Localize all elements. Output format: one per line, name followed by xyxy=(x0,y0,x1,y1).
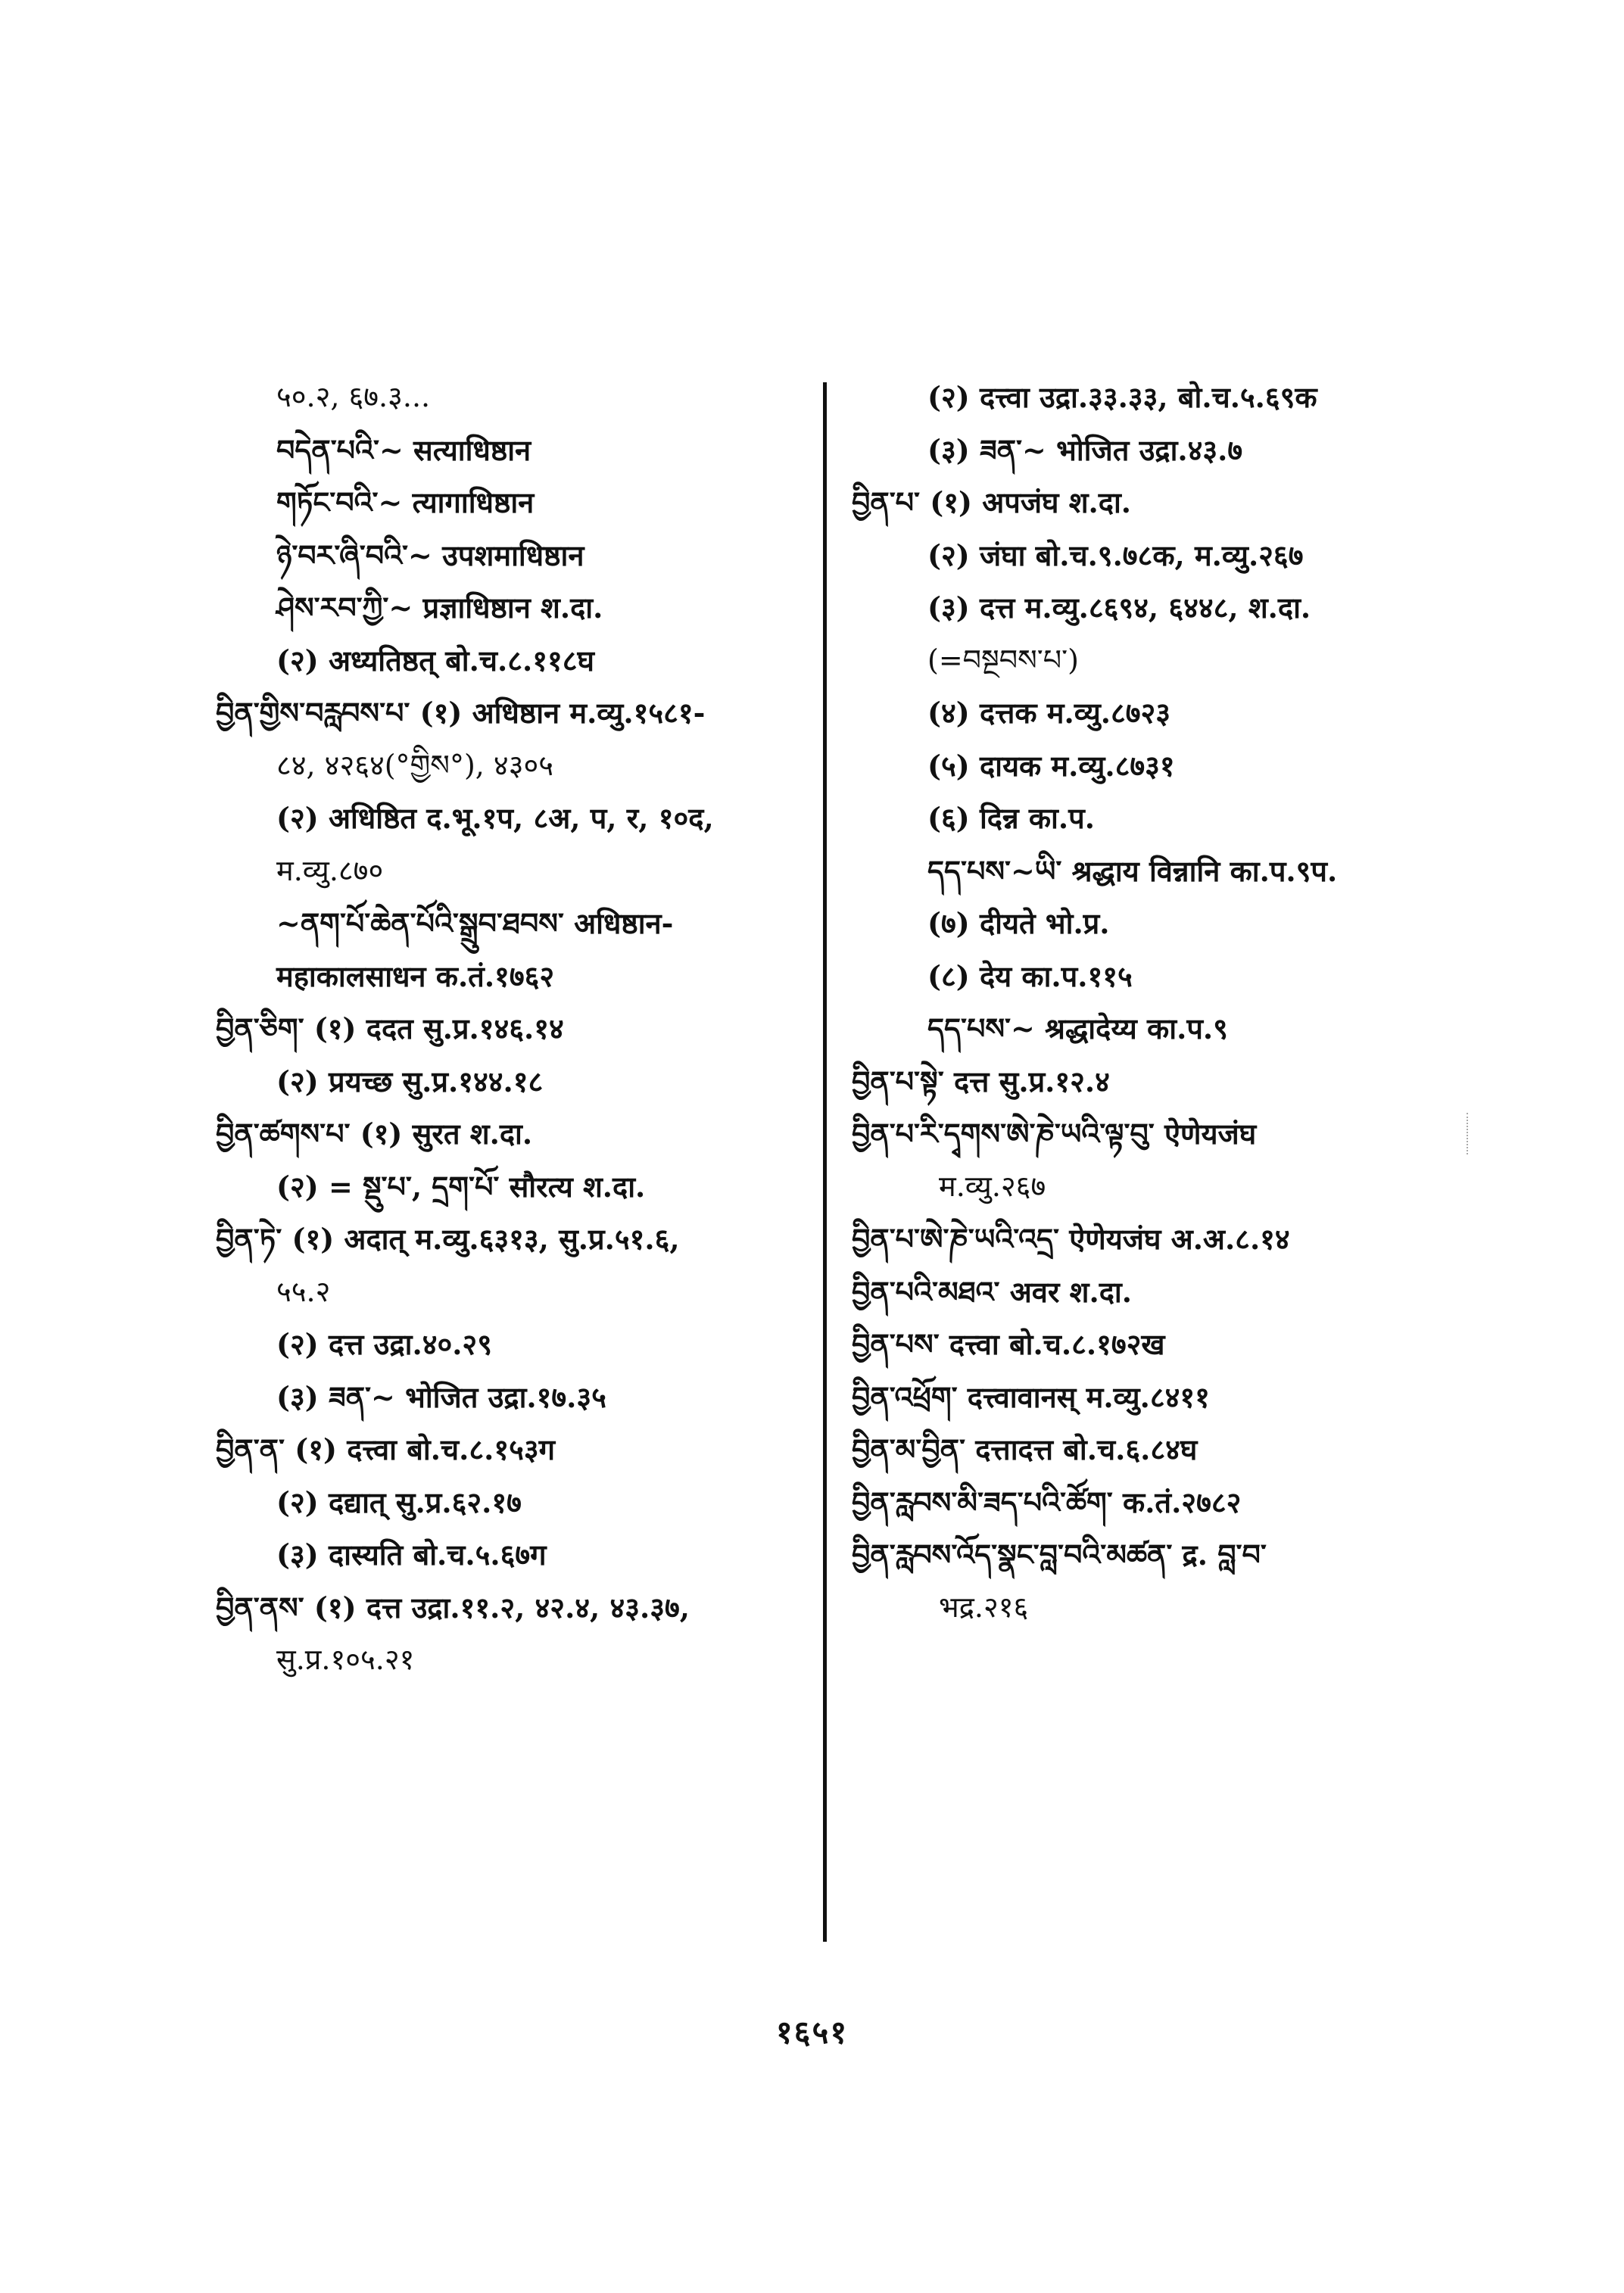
left-entry-line: (३) दास्यति बो.च.५.६७ग xyxy=(276,1537,547,1572)
right-entry-line: བྱིན་པ་ཨེ་ཎེ་ཡའི་འདྲ་ ऐणेयजंघ अ.अ.८.१४ xyxy=(852,1222,1290,1256)
left-entry-line: ~ནག་པོ་ཆེན་པོའི་སྒྲུབ་ཐབས་ अधिष्ठान- xyxy=(276,906,674,940)
left-entry-line: བྱིན་ཅིག་ (१) ददत सु.प्र.१४६.१४ xyxy=(216,1011,564,1045)
left-entry-line: (२) = སྡུ་པ་, དྲག་པོ་ सौरत्य श.दा. xyxy=(276,1169,646,1204)
left-entry-line: ཉེ་བར་ཞི་བའི་~ उपशमाधिष्ठान xyxy=(276,537,584,572)
right-entry-line: དད་པས་~ཡི་ श्रद्धाय विन्नानि का.प.९प. xyxy=(927,853,1338,888)
right-entry-line: (२) दत्त्वा उद्रा.३३.३३, बो.च.५.६९क xyxy=(927,380,1317,414)
right-column xyxy=(852,371,1457,1634)
left-entry-line: (२) प्रयच्छ सु.प्र.१४४.१८ xyxy=(276,1064,544,1098)
right-entry-line: (६) दिन्न का.प. xyxy=(927,801,1095,835)
left-entry-line: (३) ཟན་~ भोजित उद्रा.१७.३५ xyxy=(276,1379,606,1414)
left-column xyxy=(216,371,821,1687)
right-entry-line: भद्र.२१६ xyxy=(939,1590,1029,1624)
left-entry-line: བྱིན་ནས་ (१) दत्त उद्रा.११.२, ४२.४, ४३.३७, xyxy=(216,1590,690,1625)
right-entry-line: (४) दत्तक म.व्यु.८७२३ xyxy=(927,696,1171,730)
left-entry-line: ཤེས་རབ་ཀྱི་~ प्रज्ञाधिष्ठान श.दा. xyxy=(276,590,603,625)
right-entry-line: (३) ཟན་~ भोजित उद्रा.४३.७ xyxy=(927,432,1243,467)
left-entry-line: सु.प्र.१०५.२१ xyxy=(276,1643,415,1676)
right-entry-line: བྱིན་པ་སྟེ་ दत्त सु.प्र.१२.४ xyxy=(852,1064,1110,1098)
right-entry-line: (३) दत्त म.व्यु.८६९४, ६४४८, श.दा. xyxy=(927,590,1311,625)
right-entry-line: དད་པས་~ श्रद्धादेय्य का.प.९ xyxy=(927,1011,1228,1045)
left-entry-line: བྱིན་ཏེ་ (१) अदात् म.व्यु.६३१३, सु.प्र.५१.६, xyxy=(216,1222,680,1256)
scan-mark xyxy=(1467,1113,1470,1154)
right-entry-line: བྱིན་པའི་མཐའ་ अवर श.दा. xyxy=(852,1274,1132,1309)
right-entry-line: བྱིན་མ་བྱིན་ दत्तादत्त बो.च.६.८४घ xyxy=(852,1432,1198,1466)
left-entry-line: ८४, ४२६४(°གྱིས°), ४३०५ xyxy=(276,748,553,782)
right-entry-line: བྱིན་པས་ दत्त्वा बो.च.८.१७२ख xyxy=(852,1327,1165,1361)
left-entry-line: म.व्यु.८७० xyxy=(276,853,384,887)
left-entry-line: महाकालसाधन क.तं.१७६२ xyxy=(276,958,555,993)
right-entry-line: བྱིན་རླབས་འོད་སྣང་བླ་བའི་མཚན་ द्र. བླ་བ་ xyxy=(852,1537,1267,1572)
right-entry-line: (८) देय का.प.११५ xyxy=(927,958,1133,993)
left-entry-line: བདེན་པའི་~ सत्याधिष्ठान xyxy=(276,432,531,467)
left-entry-line: བྱིན་ཚགས་པ་ (१) सुरत श.दा. xyxy=(216,1117,533,1151)
right-entry-line: བྱིན་རླབས་མི་ཟད་པའི་ཚོག་ क.तं.२७८२ xyxy=(852,1485,1242,1519)
left-entry-line: ५०.२, ६७.३... xyxy=(276,380,431,413)
left-entry-line: བྱིན་ན་ (१) दत्त्वा बो.च.८.१५३ग xyxy=(216,1432,556,1466)
left-entry-line: བྱིན་གྱིས་བརླབས་པ་ (१) अधिष्ठान म.व्यु.१५८१- xyxy=(216,696,706,730)
right-entry-line: བྱིན་པ་རི་དྭགས་ཨེ་ཎེ་ཡའི་ལྟ་བུ་ ऐणेयजंघ xyxy=(852,1117,1257,1151)
right-entry-line: བྱིན་འཕྲོག་ दत्त्वावानस् म.व्यु.८४११ xyxy=(852,1379,1210,1414)
left-entry-line: ५५.२ xyxy=(276,1274,331,1308)
column-divider xyxy=(823,382,827,1942)
left-entry-line: (२) दद्यात् सु.प्र.६२.१७ xyxy=(276,1485,522,1519)
left-entry-line: (२) दत्त उद्रा.४०.२९ xyxy=(276,1327,492,1361)
right-entry-line: (७) दीयते भो.प्र. xyxy=(927,906,1110,940)
left-entry-line: གཏོང་བའི་~ त्यागाधिष्ठान xyxy=(276,485,535,519)
right-entry-line: (५) दायक म.व्यु.८७३१ xyxy=(927,748,1175,783)
right-entry-line: བྱིན་པ་ (१) अपजंघ श.दा. xyxy=(852,485,1132,519)
right-entry-line: (=བསྔབས་པ་) xyxy=(927,643,1079,677)
right-entry-line: म.व्यु.२६७ xyxy=(939,1169,1046,1203)
left-entry-line: (२) अध्यतिष्ठत् बो.च.८.११८घ xyxy=(276,643,594,678)
right-entry-line: (२) जंघा बो.च.९.७८क, म.व्यु.२६७ xyxy=(927,537,1304,572)
page-number: १६५१ xyxy=(775,2014,849,2051)
left-entry-line: (२) अधिष्ठित द.भू.१प, ८अ, प, र, १०द, xyxy=(276,801,714,835)
